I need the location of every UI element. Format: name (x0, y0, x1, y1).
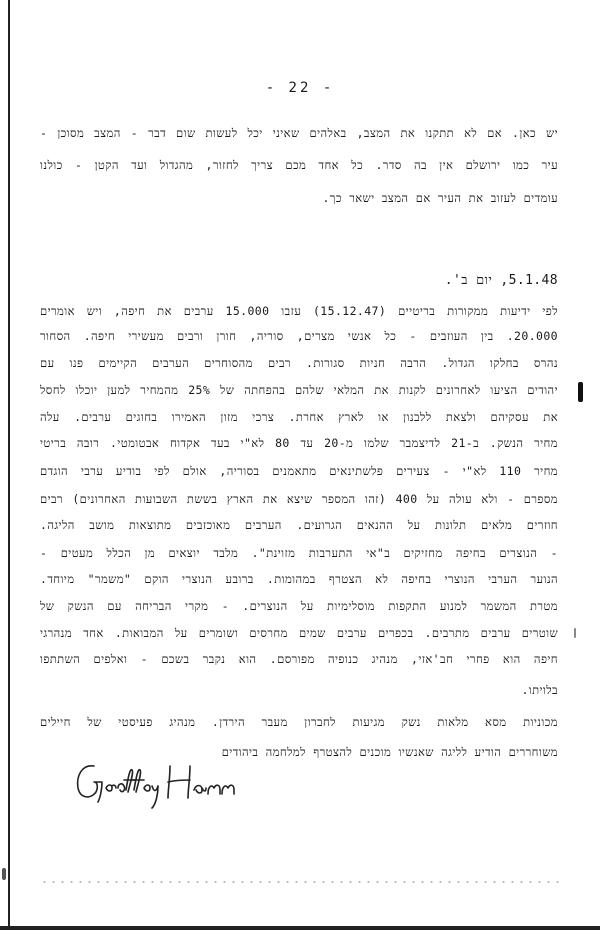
paragraph2-line: חיפה הוא פחרי חב'אזי, מנהיג כנופיה מפורסם. הוא נקבר בשכם - ואלפים השתתפו (40, 652, 558, 666)
date-heading: 5.1.48, יום ב'. (444, 273, 558, 288)
paragraph2-line: את עסקיהם ולצאת ללבנון או לארץ אחרת. צרכי מזון האמירו בחוגים ערבים. עלה (40, 410, 558, 424)
paragraph2-line: מספרם - ולא עולה על 400 (זהו המספר שיצא את הארץ בששת השבועות האחרונים) רבים (40, 492, 558, 506)
paragraph2-line: יהודים הציעו לאחרונים לקנות את המלאי שלהם בהפחתה של 25% מהמחיר למען יוכלו לחסל (40, 383, 558, 397)
margin-ink-mark (578, 382, 583, 402)
handwritten-signature (72, 758, 242, 818)
paragraph2-line: נהרס בחלקו הגדול. הרבה חניות סגורות. רבים מהסוחרים הערבים הקיימים פנו עם (40, 356, 558, 370)
paragraph3-line: מכוניות מסא מלאות נשק מגיעות לחברון מעבר הירדן. מנהיג פעיסטי של חיילים (40, 715, 558, 729)
margin-ink-mark (2, 868, 6, 880)
scan-left-edge (8, 0, 10, 930)
paragraph3-line: משוחררים הודיע לליגה שאנשיו מוכנים להצטרף למלחמה ביהודים (221, 745, 558, 759)
paragraph2-line: - הנוצרים בחיפה מחזיקים ב"אי התערבות מזוינת". מלבד יוצאים מן הכלל מעטים - (40, 546, 558, 560)
scan-noise (40, 880, 560, 884)
margin-ink-mark (574, 628, 576, 638)
paragraph2-line: לפי ידיעות ממקורות בריטיים (15.12.47) עזבו 15.000 ערבים את חיפה, ויש אומרים (40, 304, 558, 318)
paragraph2-line: מחיר הנשק. ב-21 לדיצמבר שלמו מ-20 עד 80 לא"י בעד אקדוח אבטומטי. רובה בריטי (40, 436, 558, 450)
paragraph1-line: עיר כמו ירושלם אין בה סדר. כל אחד מכם צריך לחזור, מהגדול ועד הקטן - כולנו (40, 158, 558, 172)
scan-bottom-edge (0, 926, 600, 930)
paragraph2-line: הנוער הערבי הנוצרי בחיפה לא הצטרף במהומות. ברובע הנוצרי הוקם "משמר" מיוחד. (40, 572, 558, 586)
paragraph2-line: 20.000. בין העוזבים - כל אנשי מצרים, סוריה, חורן ורבים מעשירי חיפה. הסחור (40, 329, 558, 343)
paragraph2-line: מטרת המשמר למנוע התקפות מוסלימיות על הנוצרים. - מקרי הבריחה עם הנשק של (40, 599, 558, 613)
paragraph2-line: שוטרים ערבים מתרבים. בכפרים ערבים שמים מחרסים ושומרים על המבואות. אחד מנהרגי (40, 626, 558, 640)
paragraph1-line: יש כאן. אם לא תתקנו את המצב, באלהים שאיני יכל לעשות שום דבר - המצב מסוכן - (40, 126, 558, 140)
page-number: - 22 - (265, 80, 335, 96)
paragraph2-line: חוזרים מלאים תלונות על ההנאים הגרועים. הערבים מאוכזבים מתוצאות מושב הליגה. (40, 518, 558, 532)
paragraph1-line: עומדים לעזוב את העיר אם המצב ישאר כך. (322, 191, 558, 205)
paragraph2-line: מחיר 110 לא"י - צעירים פלשתינאים מתאמנים בסוריה, אולם לפי בודיע ערבי הוגדם (40, 464, 558, 478)
paragraph2-line: בלויתו. (521, 683, 558, 697)
